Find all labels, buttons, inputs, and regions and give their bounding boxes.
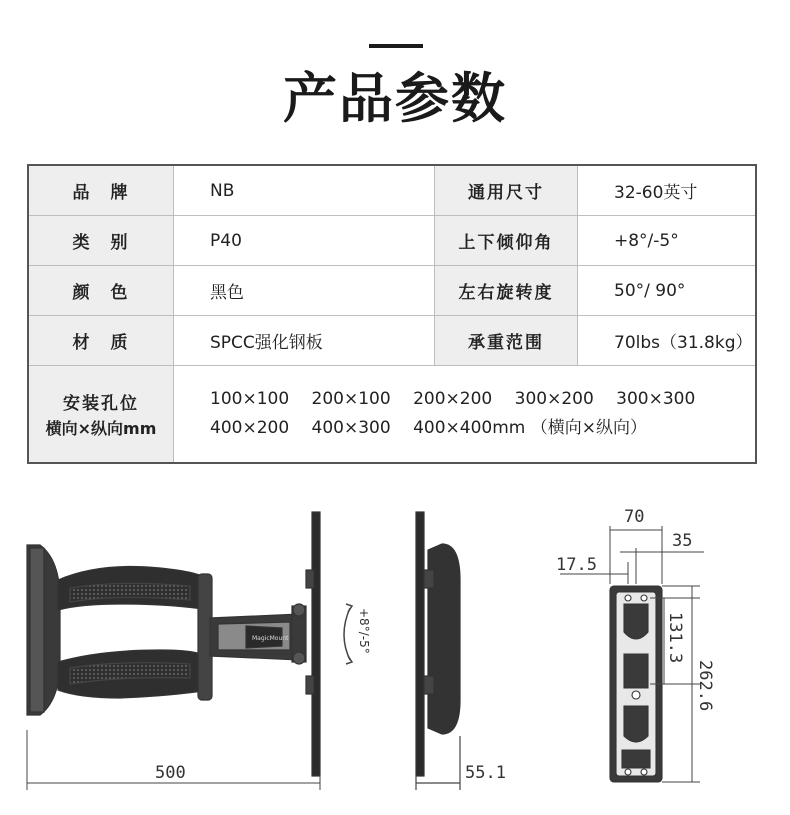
mount-label-line1: 安装孔位 xyxy=(63,394,139,414)
hole-spacing-value: 131.3 xyxy=(665,612,685,664)
spec-key: 品 牌 xyxy=(28,165,174,216)
table-row xyxy=(28,165,756,216)
spec-value: 70lbs（31.8kg） xyxy=(578,316,757,366)
arm-extension-value: 500 xyxy=(155,763,186,783)
table-row xyxy=(28,316,756,366)
spec-value: P40 xyxy=(174,216,435,266)
side-view-arm-drawing xyxy=(27,512,352,776)
svg-text:MagicMount: MagicMount xyxy=(252,635,289,642)
table-row xyxy=(28,266,756,316)
table-row-mount-holes xyxy=(28,366,756,464)
plate-width-value: 70 xyxy=(624,507,645,527)
page-title: 产品参数 xyxy=(283,67,507,130)
table-row xyxy=(28,216,756,266)
mount-label-line2: 横向×纵向mm xyxy=(45,419,157,438)
folded-view-drawing xyxy=(416,512,460,790)
spec-key: 左右旋转度 xyxy=(435,266,578,316)
spec-value: 50°/ 90° xyxy=(578,266,757,316)
mount-holes-line1: 100×100 200×100 200×200 300×200 300×300 xyxy=(210,389,696,409)
spec-table xyxy=(27,164,757,464)
spec-key: 颜 色 xyxy=(28,266,174,316)
plate-height-value: 262.6 xyxy=(695,660,715,712)
spec-key: 通用尺寸 xyxy=(435,165,578,216)
plate-offset-value: 17.5 xyxy=(556,555,597,575)
spec-key: 承重范围 xyxy=(435,316,578,366)
mount-holes-line2: 400×200 400×300 400×400mm （横向×纵向） xyxy=(210,418,647,438)
dimension-drawings xyxy=(0,500,790,815)
title-accent-bar xyxy=(369,44,423,48)
depth-value: 55.1 xyxy=(465,763,506,783)
spec-key-mount xyxy=(28,366,174,464)
spec-value: NB xyxy=(174,165,435,216)
spec-key: 材 质 xyxy=(28,316,174,366)
spec-value: +8°/-5° xyxy=(578,216,757,266)
spec-value: 32-60英寸 xyxy=(578,165,757,216)
spec-value: 黑色 xyxy=(174,266,435,316)
plate-half-value: 35 xyxy=(672,531,693,551)
mount-holes-value xyxy=(174,366,757,464)
spec-value: SPCC强化钢板 xyxy=(174,316,435,366)
tilt-angle-label: +8°/-5° xyxy=(357,608,371,654)
spec-key: 类 别 xyxy=(28,216,174,266)
spec-key: 上下倾仰角 xyxy=(435,216,578,266)
